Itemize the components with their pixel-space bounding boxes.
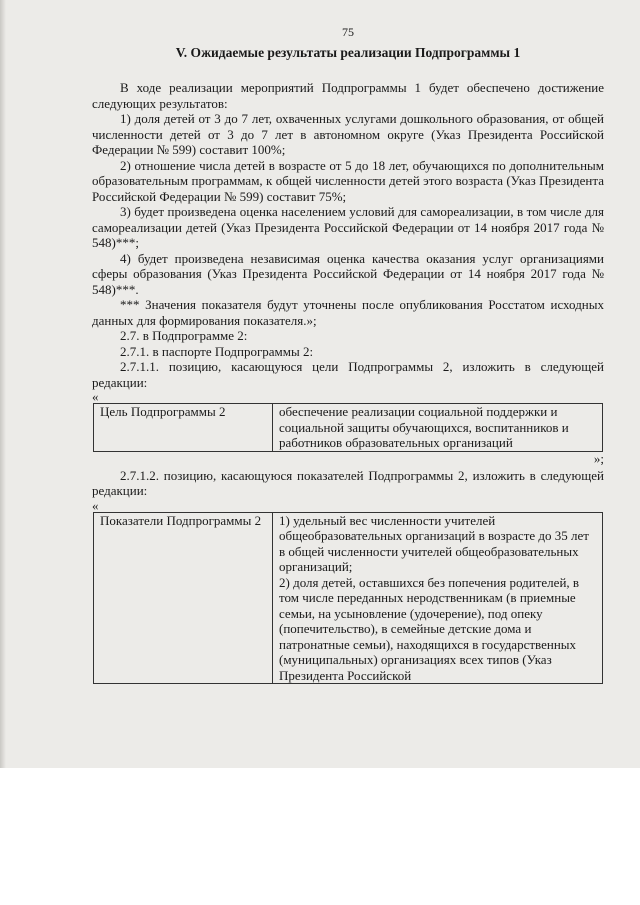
paragraph-footnote: *** Значения показателя будут уточнены после опубликования Росстатом исходных данных для формирования показателя.»; — [92, 297, 604, 328]
page-number: 75 — [342, 25, 354, 39]
goal-label-cell: Цель Подпрограммы 2 — [94, 404, 273, 452]
indicators-table — [93, 512, 603, 685]
paragraph-intro: В ходе реализации мероприятий Подпрограммы 1 будет обеспечено достижение следующих результатов: — [92, 80, 604, 111]
table-row — [94, 404, 603, 452]
closing-quote: »; — [593, 450, 604, 466]
paragraph-2-7: 2.7. в Подпрограмме 2: — [120, 328, 248, 343]
paragraph-item-2: 2) отношение числа детей в возрасте от 5 до 18 лет, обучающихся по дополнительным образовательным программам, к общей численности детей этого возраста (Указ Президента Российской Федерации № 599) составит 75%; — [92, 157, 604, 204]
paragraph-item-3: 3) будет произведена оценка населением условий для самореализации, в том числе для самореализации детей (Указ Президента Российской Федерации от 14 ноября 2017 года № 548)***; — [92, 204, 604, 250]
paragraph-item-1: 1) доля детей от 3 до 7 лет, охваченных услугами дошкольного образования, от общей численности детей от 3 до 7 лет в автономном округе (Указ Президента Российской Федерации № 599) составит 100%; — [92, 111, 604, 157]
indicators-label-cell: Показатели Подпрограммы 2 — [94, 512, 273, 684]
section-heading: V. Ожидаемые результаты реализации Подпрограммы 1 — [175, 45, 521, 60]
indicator-1: 1) удельный вес численности учителей общеобразовательных организаций в возрасте до 35 лет в общей численности учителей общеобразовательных организаций; — [279, 512, 589, 574]
opening-quote-2: « — [92, 497, 99, 513]
paragraph-2-7-1: 2.7.1. в паспорте Подпрограммы 2: — [120, 343, 314, 359]
paragraph-item-4: 4) будет произведена независимая оценка качества оказания услуг организациями сферы образования (Указ Президента Российской Федерации от 14 ноября 2017 года № 548)***. — [92, 250, 604, 297]
scan-edge-shadow — [0, 0, 6, 768]
indicator-2: 2) доля детей, оставшихся без попечения родителей, в том числе переданных неродственникам (в приемные семьи, на усыновление (удочерение), под опеку (попечительство), в семейные детские дома и патронатные семьи), находящихся в государственных (муниципальных) организациях всех типов (Указ Президента Российской — [279, 574, 580, 683]
indicators-value-cell — [273, 512, 603, 684]
opening-quote: « — [92, 389, 99, 404]
paragraph-2-7-1-2: 2.7.1.2. позицию, касающуюся показателей Подпрограммы 2, изложить в следующей редакции: — [92, 467, 604, 498]
goal-table — [93, 403, 603, 452]
body-text — [92, 80, 604, 684]
table-row — [94, 512, 603, 684]
goal-value-cell: обеспечение реализации социальной поддержки и социальной защиты обучающихся, воспитанников и работников образовательных организаций — [273, 404, 603, 452]
paragraph-2-7-1-1: 2.7.1.1. позицию, касающуюся цели Подпрограммы 2, изложить в следующей редакции: — [92, 359, 604, 390]
